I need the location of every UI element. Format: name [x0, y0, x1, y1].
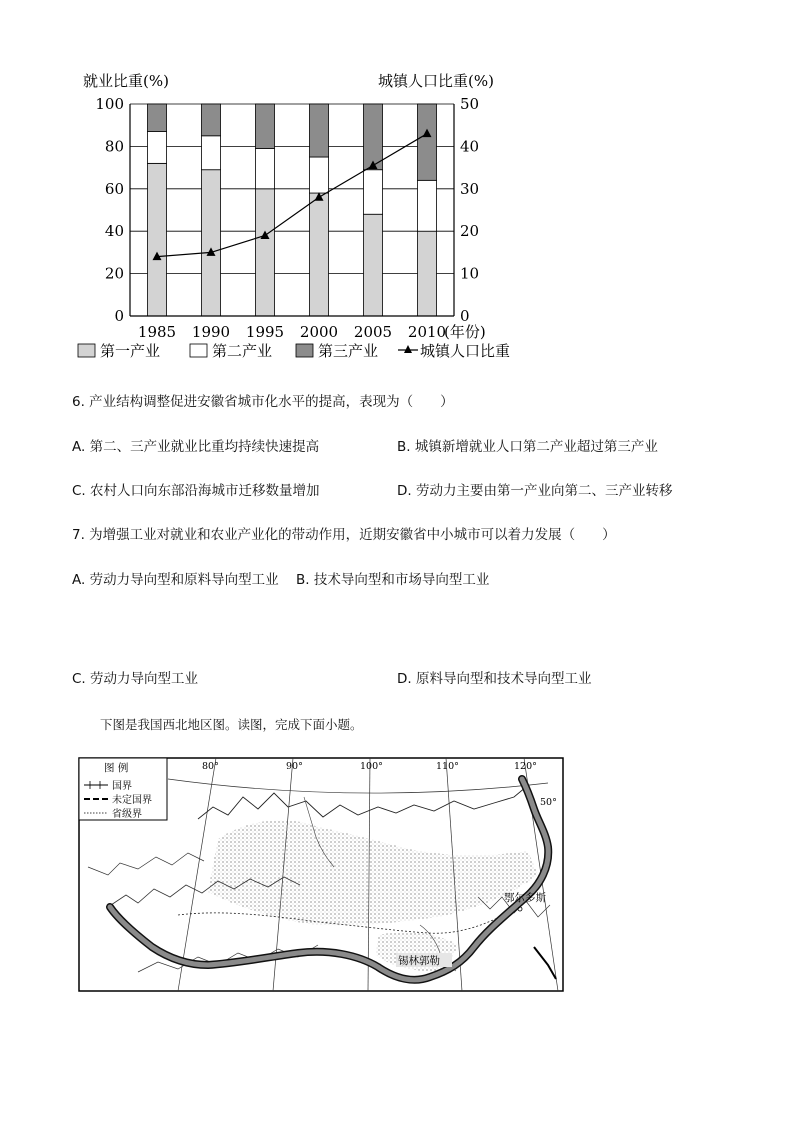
- y-tick-left: 60: [104, 179, 124, 198]
- longitude-label-100: 100°: [360, 761, 383, 772]
- employment-urbanization-chart: [70, 62, 540, 374]
- question-7-option-b[interactable]: B. 技术导向型和市场导向型工业: [296, 572, 490, 588]
- legend-swatch-2: [190, 344, 207, 357]
- question-7-option-c[interactable]: C. 劳动力导向型工业: [72, 671, 199, 687]
- x-tick-label: 1995: [245, 323, 285, 341]
- question-6-option-d[interactable]: D. 劳动力主要由第一产业向第二、三产业转移: [397, 483, 673, 499]
- legend-swatch-1: [78, 344, 95, 357]
- map-intro-text: 下图是我国西北地区图。读图，完成下面小题。: [100, 717, 363, 732]
- bar-segment-1: [418, 231, 437, 316]
- bar-segment-1: [148, 163, 167, 316]
- longitude-label-110: 110°: [436, 761, 459, 772]
- y-tick-left: 80: [104, 137, 124, 156]
- chart-canvas: [70, 62, 540, 374]
- x-tick-label: 2000: [299, 323, 339, 341]
- y-tick-left: 20: [104, 264, 124, 283]
- urbanization-line: [153, 129, 432, 260]
- urbanization-polyline: [157, 134, 427, 257]
- question-7-option-a[interactable]: A. 劳动力导向型和原料导向型工业: [72, 572, 279, 588]
- bar-segment-2: [202, 136, 221, 170]
- chart-legend: [78, 342, 510, 360]
- bar-segment-3: [418, 104, 437, 180]
- bar-segment-1: [310, 193, 329, 316]
- bar-segment-3: [310, 104, 329, 157]
- y-tick-right: 40: [460, 137, 480, 156]
- y-tick-left: 100: [95, 95, 124, 113]
- question-7-option-d[interactable]: D. 原料导向型和技术导向型工业: [397, 671, 592, 687]
- map-legend-provincial-border: 省级界: [112, 809, 142, 820]
- chart-axes: [130, 104, 454, 316]
- legend-line-marker: [404, 345, 412, 353]
- bar-segment-3: [364, 104, 383, 170]
- y-tick-right: 20: [460, 222, 480, 241]
- question-6-option-b[interactable]: B. 城镇新增就业人口第二产业超过第三产业: [397, 439, 658, 455]
- question-6-stem: 6. 产业结构调整促进安徽省城市化水平的提高，表现为（ ）: [72, 394, 454, 410]
- bar-segment-2: [418, 180, 437, 231]
- chart-gridlines: [130, 104, 454, 316]
- x-tick-label: 1990: [191, 323, 231, 341]
- bar-segment-2: [310, 157, 329, 193]
- latitude-label-50: 50°: [540, 797, 557, 808]
- map-legend-national-border: 国界: [112, 781, 132, 792]
- bar-segment-2: [256, 149, 275, 189]
- y-tick-right: 30: [460, 179, 480, 198]
- bar-segment-3: [148, 104, 167, 132]
- legend-label-2: 第二产业: [212, 342, 273, 360]
- bar-segment-3: [256, 104, 275, 149]
- longitude-label-120: 120°: [514, 761, 537, 772]
- bar-segment-2: [364, 170, 383, 215]
- question-7-stem: 7. 为增强工业对就业和农业产业化的带动作用，近期安徽省中小城市可以着力发展（ ）: [72, 527, 616, 543]
- y-tick-left: 40: [104, 222, 124, 241]
- place-label-xilinguole: 锡林郭勒: [398, 955, 440, 967]
- y-axis-right-title: 城镇人口比重(%): [378, 72, 494, 90]
- x-axis-unit: (年份): [444, 323, 486, 341]
- bar-segment-1: [256, 189, 275, 316]
- map-legend: [79, 758, 167, 820]
- bar-segment-1: [364, 214, 383, 316]
- map-legend-title: 图 例: [104, 762, 129, 774]
- bar-segment-3: [202, 104, 221, 136]
- longitude-label-80: 80°: [202, 761, 219, 772]
- map-figure: [78, 757, 564, 992]
- y-axis-left-title: 就业比重(%): [83, 72, 169, 90]
- place-label-eerduosi: 鄂尔多斯: [504, 892, 546, 904]
- x-tick-label: 1985: [137, 323, 177, 341]
- question-6-option-a[interactable]: A. 第二、三产业就业比重均持续快速提高: [72, 439, 320, 455]
- legend-label-1: 第一产业: [100, 342, 161, 360]
- y-tick-right: 50: [460, 95, 480, 113]
- y-tick-left: 0: [114, 307, 124, 325]
- bar-segment-1: [202, 170, 221, 316]
- legend-label-3: 第三产业: [318, 342, 379, 360]
- x-tick-label: 2005: [353, 323, 393, 341]
- bar-segment-2: [148, 132, 167, 164]
- northwest-china-map: [78, 757, 564, 992]
- longitude-label-90: 90°: [286, 761, 303, 772]
- y-tick-right: 0: [460, 307, 470, 325]
- legend-swatch-3: [296, 344, 313, 357]
- map-legend-undefined-border: 未定国界: [112, 795, 152, 806]
- legend-label-line: 城镇人口比重: [420, 342, 511, 360]
- chart-bars: [148, 104, 437, 316]
- y-tick-right: 10: [460, 264, 480, 283]
- x-tick-label: 2010: [407, 323, 447, 341]
- question-6-option-c[interactable]: C. 农村人口向东部沿海城市迁移数量增加: [72, 483, 320, 499]
